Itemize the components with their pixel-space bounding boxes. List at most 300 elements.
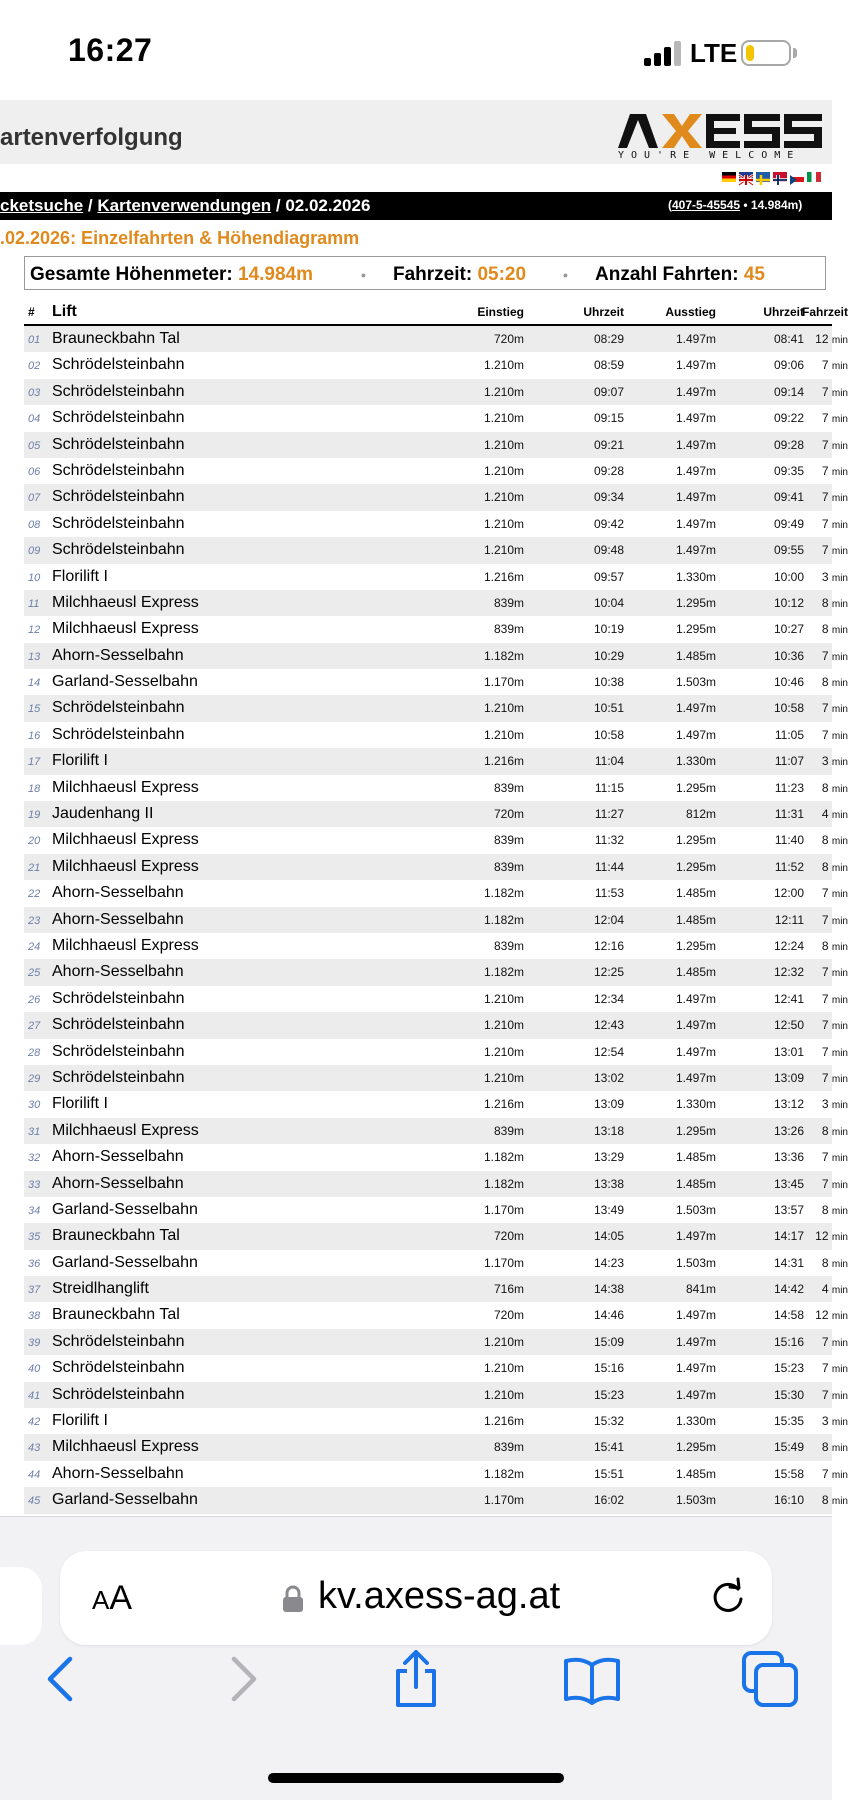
ride-number: 29 [28, 1072, 41, 1085]
ausstieg-height: 1.485m [675, 965, 716, 980]
lift-name: Brauneckbahn Tal [52, 330, 180, 347]
ride-duration-value: 7 [821, 1334, 829, 1349]
start-time: 09:07 [593, 384, 624, 399]
einstieg-height: 1.216m [483, 754, 524, 769]
lift-name: Schrödelsteinbahn [52, 1016, 185, 1034]
ride-duration [784, 754, 848, 768]
end-time: 11:07 [774, 754, 804, 769]
einstieg-height: 720m [493, 332, 524, 346]
ride-number: 06 [28, 465, 41, 478]
table-row [24, 1171, 848, 1197]
lift-name: Schrödelsteinbahn [52, 1385, 185, 1403]
page-title: artenverfolgung [0, 124, 183, 151]
lift-name: Ahorn-Sesselbahn [52, 1464, 184, 1482]
ride-duration-unit: min [831, 1311, 848, 1323]
header-ausstieg: Ausstieg [665, 305, 716, 319]
ride-duration [784, 1467, 848, 1481]
ride-duration [784, 939, 848, 953]
start-time: 11:32 [594, 833, 624, 848]
lift-name: Milchhaeusl Express [52, 1121, 199, 1139]
start-time: 13:38 [593, 1176, 624, 1191]
table-row [24, 1329, 848, 1355]
ride-duration [784, 438, 848, 452]
ausstieg-height: 1.503m [675, 1255, 716, 1270]
ride-duration [784, 1097, 848, 1111]
ride-duration-value: 12 [815, 332, 829, 346]
summary-count-label: Anzahl Fahrten: [595, 264, 739, 285]
ausstieg-height: 1.497m [675, 991, 716, 1006]
home-indicator[interactable] [268, 1773, 564, 1783]
lift-name: Florilift I [52, 1412, 108, 1430]
start-time: 12:43 [593, 1018, 624, 1033]
ride-duration-unit: min [831, 704, 848, 716]
ride-duration-unit: min [831, 810, 848, 822]
start-time: 11:15 [594, 780, 624, 795]
start-time: 08:59 [593, 358, 624, 373]
start-time: 12:25 [593, 965, 624, 980]
ride-duration [784, 781, 848, 795]
ride-duration [784, 622, 848, 636]
ride-duration [784, 517, 848, 531]
ausstieg-height: 1.485m [675, 1176, 716, 1191]
start-time: 14:46 [593, 1308, 624, 1323]
address-bar[interactable] [60, 1551, 772, 1645]
einstieg-height: 1.170m [483, 1493, 524, 1508]
ride-duration-unit: min [831, 1496, 848, 1508]
tabs-icon[interactable] [740, 1649, 800, 1709]
ride-number: 04 [28, 413, 41, 426]
ride-duration [784, 1256, 848, 1270]
flag-it-icon[interactable] [807, 172, 821, 182]
ride-duration-value: 3 [821, 569, 829, 584]
ride-duration [784, 358, 848, 372]
previous-tab-peek[interactable] [0, 1567, 42, 1645]
end-time: 09:35 [773, 463, 804, 478]
end-time: 14:17 [773, 1229, 804, 1244]
ride-number: 03 [28, 386, 41, 399]
einstieg-height: 1.210m [483, 384, 524, 399]
start-time: 15:51 [593, 1466, 624, 1481]
ausstieg-height: 1.295m [675, 1440, 716, 1455]
ride-duration [784, 1150, 848, 1164]
network-type: LTE [690, 38, 738, 68]
einstieg-height: 1.210m [483, 727, 524, 742]
ausstieg-height: 1.497m [675, 490, 716, 505]
ride-number: 20 [28, 835, 41, 848]
ride-duration-value: 7 [821, 490, 829, 505]
table-row [24, 1118, 848, 1144]
ausstieg-height: 1.485m [675, 1150, 716, 1165]
end-time: 09:55 [773, 543, 804, 558]
ausstieg-height: 1.295m [675, 622, 716, 637]
ausstieg-height: 1.503m [675, 675, 716, 690]
ride-number: 17 [28, 756, 41, 769]
breadcrumb-ticketsuche-link[interactable]: cketsuche [0, 196, 84, 215]
table-row [24, 1091, 848, 1117]
end-time: 10:12 [773, 595, 804, 610]
header-uhrzeit-start: Uhrzeit [583, 305, 624, 319]
table-row [24, 880, 848, 906]
ride-duration-unit: min [831, 466, 848, 478]
ride-number: 21 [28, 861, 41, 874]
table-row [24, 775, 848, 801]
ride-duration-unit: min [831, 1443, 848, 1455]
ride-duration-unit: min [831, 572, 848, 584]
flag-no-icon[interactable] [773, 172, 787, 182]
start-time: 10:04 [593, 595, 624, 610]
start-time: 09:57 [593, 569, 624, 584]
ausstieg-height: 1.497m [675, 1387, 716, 1402]
ride-duration-value: 8 [821, 780, 829, 795]
end-time: 11:40 [774, 833, 804, 848]
ride-duration-value: 3 [821, 1097, 829, 1112]
ausstieg-height: 1.503m [675, 1202, 716, 1217]
lift-name: Schrödelsteinbahn [52, 699, 185, 717]
lift-name: Milchhaeusl Express [52, 593, 199, 611]
ride-duration [784, 649, 848, 663]
table-row [24, 352, 848, 378]
ride-duration [784, 913, 848, 927]
ausstieg-height: 1.497m [675, 384, 716, 399]
einstieg-height: 1.182m [483, 886, 524, 901]
header-num: # [28, 305, 35, 319]
table-row [24, 511, 848, 537]
ride-duration-value: 4 [821, 807, 829, 822]
ride-duration [784, 1177, 848, 1191]
forward-icon[interactable] [212, 1649, 272, 1709]
battery-icon [741, 40, 791, 66]
ride-duration [784, 833, 848, 847]
lift-name: Schrödelsteinbahn [52, 989, 185, 1007]
lift-name: Florilift I [52, 752, 108, 770]
table-row [24, 959, 848, 985]
ride-number: 41 [28, 1389, 41, 1402]
flag-uk-icon[interactable] [739, 172, 753, 182]
ride-number: 39 [28, 1336, 41, 1349]
ausstieg-height: 1.497m [675, 1070, 716, 1085]
lift-name: Ahorn-Sesselbahn [52, 1174, 184, 1192]
browser-chrome [0, 1516, 832, 1800]
einstieg-height: 716m [493, 1282, 524, 1297]
ride-number: 16 [28, 729, 41, 742]
end-time: 12:00 [773, 886, 804, 901]
start-time: 13:02 [593, 1070, 624, 1085]
ride-number: 01 [28, 334, 41, 346]
ride-duration-value: 8 [821, 595, 829, 610]
ride-duration-value: 7 [821, 1387, 829, 1402]
ride-number: 08 [28, 518, 41, 531]
table-row [24, 1382, 848, 1408]
lift-name: Ahorn-Sesselbahn [52, 884, 184, 902]
flag-de-icon[interactable] [722, 172, 736, 182]
reader-aa-button[interactable] [92, 1579, 132, 1618]
lift-name: Schrödelsteinbahn [52, 409, 185, 427]
ausstieg-height: 1.497m [675, 727, 716, 742]
ride-duration [784, 1335, 848, 1349]
status-bar [0, 0, 832, 100]
table-header [24, 300, 848, 326]
einstieg-height: 1.216m [483, 569, 524, 584]
lift-name: Schrödelsteinbahn [52, 435, 185, 453]
einstieg-height: 1.210m [483, 543, 524, 558]
ride-number: 42 [28, 1416, 41, 1429]
ride-duration-value: 12 [815, 1308, 829, 1323]
ausstieg-height: 1.485m [675, 912, 716, 927]
ausstieg-height: 1.497m [675, 332, 716, 346]
ride-duration-unit: min [831, 1417, 848, 1429]
ausstieg-height: 1.330m [675, 1414, 716, 1429]
ride-duration [784, 543, 848, 557]
ausstieg-height: 1.295m [675, 780, 716, 795]
end-time: 13:01 [773, 1044, 804, 1059]
table-row [24, 326, 848, 352]
ride-duration [784, 675, 848, 689]
end-time: 09:14 [773, 384, 804, 399]
end-time: 15:35 [773, 1414, 804, 1429]
flag-cz-icon[interactable] [790, 172, 804, 182]
ride-number: 30 [28, 1099, 41, 1112]
table-row [24, 564, 848, 590]
start-time: 11:27 [594, 807, 624, 822]
end-time: 10:58 [773, 701, 804, 716]
ride-duration [784, 1071, 848, 1085]
lift-name: Milchhaeusl Express [52, 778, 199, 796]
summary-anzahl [595, 264, 765, 286]
card-info-suffix: • 14.984m) [740, 198, 803, 212]
table-body [24, 326, 848, 1514]
lift-name: Schrödelsteinbahn [52, 382, 185, 400]
ride-number: 33 [28, 1178, 41, 1191]
summary-time-label: Fahrzeit: [393, 264, 473, 285]
card-number-link[interactable]: 407-5-45545 [672, 198, 741, 212]
ride-duration [784, 701, 848, 715]
einstieg-height: 1.182m [483, 1150, 524, 1165]
ausstieg-height: 1.497m [675, 1334, 716, 1349]
ride-duration-value: 8 [821, 1123, 829, 1138]
ausstieg-height: 1.295m [675, 938, 716, 953]
lift-name: Schrödelsteinbahn [52, 1359, 185, 1377]
einstieg-height: 1.210m [483, 1334, 524, 1349]
ride-duration [784, 1124, 848, 1138]
ride-duration-value: 7 [821, 516, 829, 531]
lock-icon [282, 1585, 304, 1613]
end-time: 12:24 [773, 938, 804, 953]
header-fahrzeit: Fahrzeit [801, 305, 848, 319]
table-row [24, 1461, 848, 1487]
ride-duration-value: 7 [821, 727, 829, 742]
lift-name: Streidlhanglift [52, 1280, 149, 1298]
ride-duration [784, 965, 848, 979]
end-time: 15:23 [773, 1361, 804, 1376]
ride-duration-unit: min [831, 862, 848, 874]
ride-number: 22 [28, 888, 41, 901]
ride-duration [784, 860, 848, 874]
start-time: 16:02 [593, 1493, 624, 1508]
end-time: 13:36 [773, 1150, 804, 1165]
start-time: 15:09 [593, 1334, 624, 1349]
ride-number: 14 [28, 677, 41, 690]
ride-duration [784, 1388, 848, 1402]
ausstieg-height: 1.485m [675, 648, 716, 663]
ride-duration-unit: min [831, 1205, 848, 1217]
end-time: 09:41 [773, 490, 804, 505]
ausstieg-height: 1.497m [675, 543, 716, 558]
ride-number: 02 [28, 360, 41, 373]
lift-name: Schrödelsteinbahn [52, 488, 185, 506]
einstieg-height: 720m [493, 807, 524, 822]
table-row [24, 1487, 848, 1513]
flag-se-icon[interactable] [756, 172, 770, 182]
table-row [24, 1302, 848, 1328]
end-time: 15:30 [773, 1387, 804, 1402]
einstieg-height: 1.210m [483, 1044, 524, 1059]
status-time: 16:27 [68, 32, 153, 68]
ride-number: 27 [28, 1020, 41, 1033]
ride-duration-value: 7 [821, 1070, 829, 1085]
back-icon[interactable] [32, 1649, 92, 1709]
einstieg-height: 839m [493, 780, 524, 795]
ride-number: 13 [28, 650, 41, 663]
ausstieg-height: 1.497m [675, 1229, 716, 1244]
header-uhrzeit-end: Uhrzeit [763, 305, 804, 319]
start-time: 11:04 [594, 754, 624, 769]
start-time: 09:48 [593, 543, 624, 558]
ride-duration-value: 8 [821, 1202, 829, 1217]
lift-name: Milchhaeusl Express [52, 620, 199, 638]
ride-number: 07 [28, 492, 41, 505]
ride-duration [784, 490, 848, 504]
header-lift: Lift [52, 303, 77, 320]
einstieg-height: 1.210m [483, 516, 524, 531]
ride-duration-value: 8 [821, 859, 829, 874]
ride-number: 28 [28, 1046, 41, 1059]
ride-duration-unit: min [831, 783, 848, 795]
end-time: 10:00 [773, 569, 804, 584]
start-time: 14:38 [593, 1282, 624, 1297]
ride-number: 35 [28, 1231, 41, 1244]
end-time: 15:16 [773, 1334, 804, 1349]
ride-duration-value: 7 [821, 886, 829, 901]
ride-duration [784, 728, 848, 742]
ride-duration-unit: min [831, 519, 848, 531]
einstieg-height: 1.210m [483, 701, 524, 716]
table-row [24, 643, 848, 669]
lift-name: Schrödelsteinbahn [52, 1042, 185, 1060]
ausstieg-height: 1.485m [675, 886, 716, 901]
lift-name: Schrödelsteinbahn [52, 541, 185, 559]
table-row [24, 458, 848, 484]
end-time: 16:10 [773, 1493, 804, 1508]
ride-number: 10 [28, 571, 41, 584]
bookmarks-icon[interactable] [562, 1649, 622, 1709]
ride-duration-unit: min [831, 1232, 848, 1244]
url-text[interactable]: kv.axess-ag.at [318, 1575, 561, 1617]
ride-duration-unit: min [831, 757, 848, 769]
start-time: 09:28 [593, 463, 624, 478]
ride-duration-value: 12 [815, 1229, 829, 1244]
ausstieg-height: 1.330m [675, 1097, 716, 1112]
ride-duration [784, 992, 848, 1006]
signal-icon [644, 40, 684, 66]
ride-duration-unit: min [831, 1100, 848, 1112]
end-time: 14:42 [773, 1282, 804, 1297]
lift-name: Ahorn-Sesselbahn [52, 646, 184, 664]
end-time: 14:58 [773, 1308, 804, 1323]
ride-duration [784, 1493, 848, 1507]
end-time: 12:11 [774, 912, 804, 927]
table-row [24, 801, 848, 827]
ride-duration [784, 1045, 848, 1059]
end-time: 09:06 [773, 358, 804, 373]
summary-hm-value: 14.984m [238, 264, 314, 285]
table-row [24, 1434, 848, 1460]
axess-logo[interactable] [616, 110, 826, 162]
ride-duration [784, 1282, 848, 1296]
start-time: 10:29 [593, 648, 624, 663]
start-time: 09:21 [593, 437, 624, 452]
einstieg-height: 1.170m [483, 675, 524, 690]
start-time: 15:32 [593, 1414, 624, 1429]
ausstieg-height: 1.497m [675, 1018, 716, 1033]
table-row [24, 669, 848, 695]
ride-duration [784, 596, 848, 610]
start-time: 10:58 [593, 727, 624, 742]
einstieg-height: 1.210m [483, 991, 524, 1006]
summary-separator: • [361, 267, 366, 283]
ride-duration-value: 7 [821, 411, 829, 426]
lift-name: Ahorn-Sesselbahn [52, 910, 184, 928]
lift-name: Milchhaeusl Express [52, 1438, 199, 1456]
ride-duration-unit: min [831, 493, 848, 505]
ride-number: 05 [28, 439, 41, 452]
einstieg-height: 839m [493, 622, 524, 637]
start-time: 10:38 [593, 675, 624, 690]
ride-number: 25 [28, 967, 41, 980]
lift-name: Ahorn-Sesselbahn [52, 963, 184, 981]
lift-name: Brauneckbahn Tal [52, 1227, 180, 1245]
lift-name: Milchhaeusl Express [52, 831, 199, 849]
table-row [24, 748, 848, 774]
ride-duration-value: 8 [821, 1440, 829, 1455]
share-icon[interactable] [386, 1649, 446, 1709]
einstieg-height: 1.170m [483, 1202, 524, 1217]
summary-separator: • [563, 267, 568, 283]
ride-duration [784, 1361, 848, 1375]
ride-duration-value: 7 [821, 1176, 829, 1191]
breadcrumb-separator: / [83, 196, 98, 215]
einstieg-height: 839m [493, 1123, 524, 1138]
breadcrumb-kartenverwendungen-link[interactable]: Kartenverwendungen [97, 196, 272, 215]
ride-duration-value: 7 [821, 463, 829, 478]
ride-duration-unit: min [831, 730, 848, 742]
einstieg-height: 1.210m [483, 1361, 524, 1376]
table-row [24, 1250, 848, 1276]
ride-duration-value: 7 [821, 437, 829, 452]
start-time: 14:23 [593, 1255, 624, 1270]
ausstieg-height: 1.485m [675, 1466, 716, 1481]
lift-name: Ahorn-Sesselbahn [52, 1148, 184, 1166]
ride-duration [784, 464, 848, 478]
aa-large: A [109, 1579, 133, 1617]
einstieg-height: 839m [493, 938, 524, 953]
lift-name: Milchhaeusl Express [52, 857, 199, 875]
lift-name: Garland-Sesselbahn [52, 673, 198, 691]
einstieg-height: 1.216m [483, 1414, 524, 1429]
einstieg-height: 839m [493, 595, 524, 610]
ride-number: 19 [28, 809, 41, 822]
table-row [24, 907, 848, 933]
reload-icon[interactable] [708, 1577, 748, 1617]
